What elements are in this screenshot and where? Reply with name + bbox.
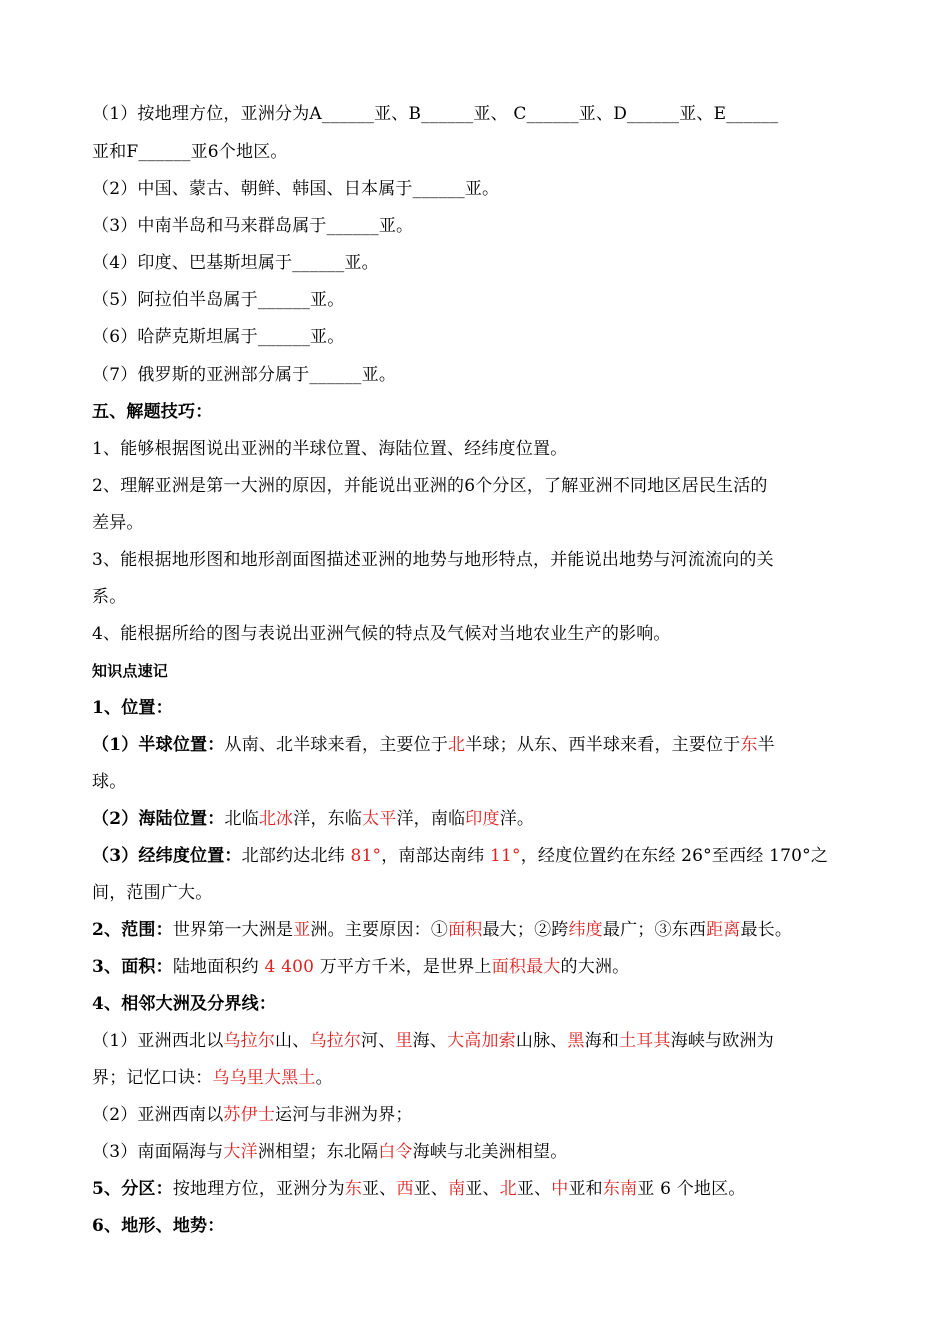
tip-1: 1、能够根据图说出亚洲的半球位置、海陆位置、经纬度位置。 xyxy=(92,439,568,459)
tip-2-line-1: 2、理解亚洲是第一大洲的原因，并能说出亚洲的6个分区，了解亚洲不同地区居民生活的 xyxy=(92,476,768,496)
question-6: （6）哈萨克斯坦属于______亚。 xyxy=(92,327,345,347)
section-4-heading: 4、相邻大洲及分界线： xyxy=(92,994,277,1014)
boundary-europe-line-2: 界；记忆口诀：乌乌里大黑土。 xyxy=(92,1068,333,1088)
question-4: （4）印度、巴基斯坦属于______亚。 xyxy=(92,253,379,273)
question-7: （7）俄罗斯的亚洲部分属于______亚。 xyxy=(92,365,397,385)
boundary-europe: （1）亚洲西北以乌拉尔山、乌拉尔河、里海、大高加索山脉、黑海和土耳其海峡与欧洲为 xyxy=(92,1031,774,1051)
tip-4: 4、能根据所给的图与表说出亚洲气候的特点及气候对当地农业生产的影响。 xyxy=(92,624,671,644)
section-6-heading: 6、地形、地势： xyxy=(92,1216,225,1236)
question-2: （2）中国、蒙古、朝鲜、韩国、日本属于______亚。 xyxy=(92,179,500,199)
section-2-range: 2、范围：世界第一大洲是亚洲。主要原因：①面积最大；②跨纬度最广；③东西距离最长。 xyxy=(92,920,793,940)
question-1-line-1: （1）按地理方位，亚洲分为A______亚、B______亚、 C______亚、D______亚、E______ xyxy=(92,104,779,124)
section-1-heading: 1、位置： xyxy=(92,698,173,718)
latitude-longitude-position: （3）经纬度位置：北部约达北纬 81°，南部达南纬 11°，经度位置约在东经 26°至西经 170°之 xyxy=(92,846,829,866)
hemisphere-position: （1）半球位置：从南、北半球来看，主要位于北半球；从东、西半球来看，主要位于东半 xyxy=(92,735,775,755)
question-1-line-2: 亚和F______亚6个地区。 xyxy=(92,142,288,162)
section-3-area: 3、面积：陆地面积约 4 400 万平方千米，是世界上面积最大的大洲。 xyxy=(92,957,630,977)
hemisphere-position-line-2: 球。 xyxy=(92,772,127,792)
question-3: （3）中南半岛和马来群岛属于______亚。 xyxy=(92,216,414,236)
tips-heading: 五、解题技巧： xyxy=(92,402,213,422)
section-5-regions: 5、分区：按地理方位，亚洲分为东亚、西亚、南亚、北亚、中亚和东南亚 6 个地区。 xyxy=(92,1179,746,1199)
notes-heading: 知识点速记 xyxy=(92,662,169,680)
latitude-longitude-line-2: 间，范围广大。 xyxy=(92,883,213,903)
question-5: （5）阿拉伯半岛属于______亚。 xyxy=(92,290,345,310)
boundary-oceania-america: （3）南面隔海与大洋洲相望；东北隔白令海峡与北美洲相望。 xyxy=(92,1142,568,1162)
tip-2-line-2: 差异。 xyxy=(92,513,144,533)
sea-land-position: （2）海陆位置：北临北冰洋，东临太平洋，南临印度洋。 xyxy=(92,809,535,829)
boundary-africa: （2）亚洲西南以苏伊士运河与非洲为界； xyxy=(92,1105,413,1125)
tip-3-line-1: 3、能根据地形图和地形剖面图描述亚洲的地势与地形特点，并能说出地势与河流流向的关 xyxy=(92,550,774,570)
tip-3-line-2: 系。 xyxy=(92,587,127,607)
